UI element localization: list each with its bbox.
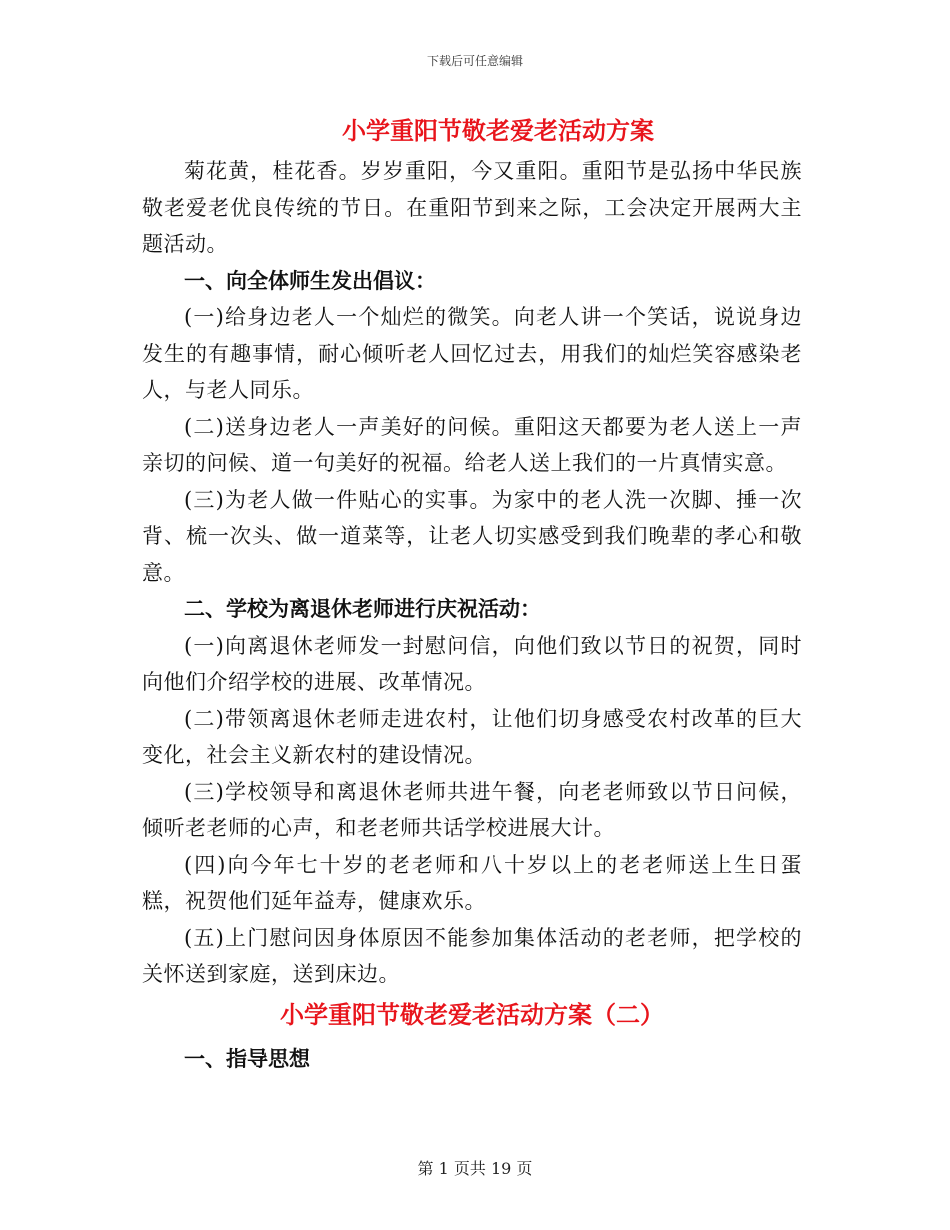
section2-item: (一)向离退休老师发一封慰问信，向他们致以节日的祝贺，同时向他们介绍学校的进展、改革情况。 <box>142 633 802 694</box>
intro-paragraph: 菊花黄，桂花香。岁岁重阳，今又重阳。重阳节是弘扬中华民族敬老爱老优良传统的节日。在重阳节到来之际，工会决定开展两大主题活动。 <box>142 159 802 256</box>
document-title-2: 小学重阳节敬老爱老活动方案（二） <box>280 999 664 1029</box>
section2-item: (二)带领离退休老师走进农村，让他们切身感受农村改革的巨大变化，社会主义新农村的建设情况。 <box>142 706 802 767</box>
section1-item: (三)为老人做一件贴心的实事。为家中的老人洗一次脚、捶一次背、梳一次头、做一道菜等，让老人切实感受到我们晚辈的孝心和敬意。 <box>142 487 802 585</box>
section-heading-3: 一、指导思想 <box>184 1045 310 1071</box>
section2-item: (五)上门慰问因身体原因不能参加集体活动的老老师，把学校的关怀送到家庭，送到床边。 <box>142 925 802 986</box>
page-footer: 第 1 页共 19 页 <box>417 1159 533 1178</box>
page-header: 下载后可任意编辑 <box>426 54 523 68</box>
section-heading-1: 一、向全体师生发出倡议： <box>184 267 436 293</box>
section1-item: (二)送身边老人一声美好的问候。重阳这天都要为老人送上一声亲切的问候、道一句美好的祝福。给老人送上我们的一片真情实意。 <box>142 414 802 475</box>
section2-item: (三)学校领导和离退休老师共进午餐，向老老师致以节日问候，倾听老老师的心声，和老老师共话学校进展大计。 <box>142 779 802 840</box>
section-heading-2: 二、学校为离退休老师进行庆祝活动： <box>184 596 541 621</box>
section1-item: (一)给身边老人一个灿烂的微笑。向老人讲一个笑话，说说身边发生的有趣事情，耐心倾听老人回忆过去，用我们的灿烂笑容感染老人，与老人同乐。 <box>142 305 802 402</box>
section2-item: (四)向今年七十岁的老老师和八十岁以上的老老师送上生日蛋糕，祝贺他们延年益寿，健康欢乐。 <box>142 852 802 913</box>
document-title: 小学重阳节敬老爱老活动方案 <box>342 116 654 145</box>
document-body <box>142 113 802 1077</box>
